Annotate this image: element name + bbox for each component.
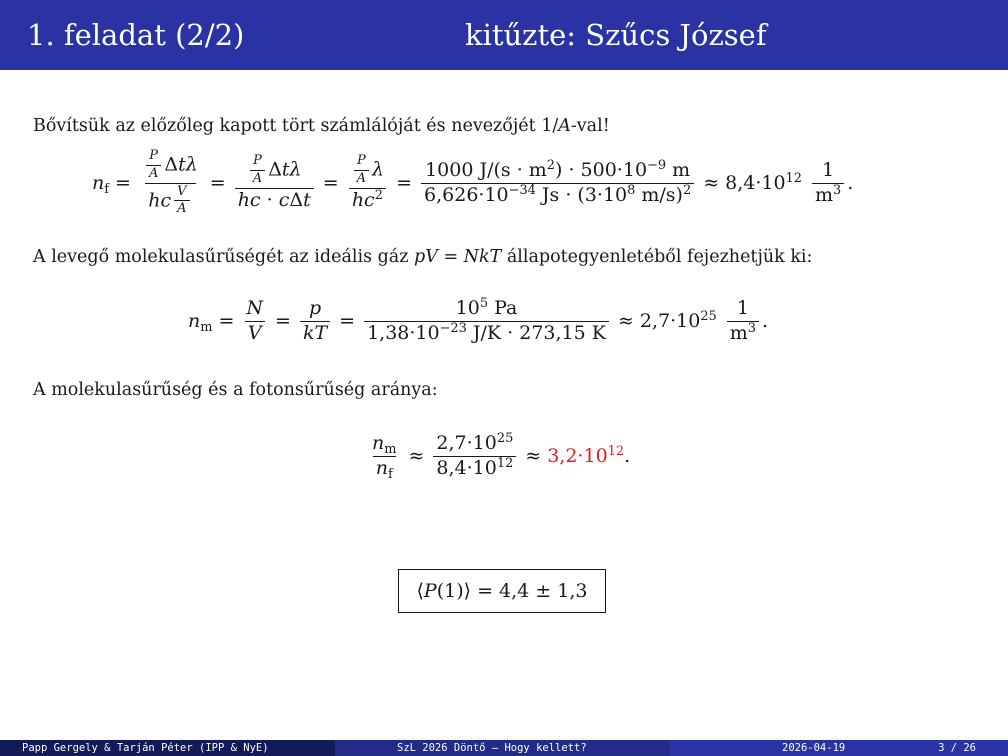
eq2-n-over-v: $\frac{N}{V}$ xyxy=(246,296,264,344)
eq1-unit: $\frac{1}{m^3}$ xyxy=(812,160,844,207)
equation-ratio: $\frac{n_m}{n_f}$ ≈ $\frac{2,7\cdot 10^{25}}{8,4\cdot 10^{12}}$ ≈ $3,2\cdot 10^{12}$ . xyxy=(366,424,630,488)
eq1-result: $8,4\cdot 10^{12}$ xyxy=(725,170,802,194)
eq1-term2: $\frac{P}{A}$ Δtλ hc · cΔt xyxy=(235,154,314,212)
eq1-numeric: $\frac{1000 J/(s \cdot m^2) \cdot 500\cdot 10^{-9} m}{6,626\cdot 10^{-34} Js \cdot (3\cdot 10^8 m/s)^2}$ xyxy=(421,160,694,207)
eq2-lhs: $n_m$ xyxy=(188,310,213,335)
equation-photon-density: $n_f$ = $\frac{P}{A}$ Δtλ hc $\frac{V}{A}$ = $\frac{P}{A}$ Δtλ hc · cΔt = $\frac{P}{A}$ λ $hc^2$ = $\frac{1000 J/(s \cdot m^2) \cdot 500\cdot 10^{-9} m}{6,626\cdot 10^{-34} Js \cdot (3\cdot 10^8 m/s)^2}$ ≈ $8,4\cdot 10^{12}$ $\frac{1}{m^3}$ . xyxy=(92,147,854,217)
slide-header xyxy=(0,0,1008,70)
eq2-p-over-kt: $\frac{p}{kT}$ xyxy=(300,298,330,345)
footer-event: SzL 2026 Döntő – Hogy kellett? xyxy=(335,740,670,756)
eq2-result: $2,7\cdot 10^{25}$ xyxy=(639,308,717,332)
paragraph-1: Bővítsük az előzőleg kapott tört számlálóját és nevezőjét 1/A-val! xyxy=(33,116,610,136)
eq3-numeric: $\frac{2,7\cdot 10^{25}}{8,4\cdot 10^{12}}$ xyxy=(433,433,516,480)
footer-right xyxy=(670,740,1008,756)
boxed-result: ⟨ P (1)⟩ = 4,4 ± 1,3 xyxy=(398,569,606,613)
footer-page: 3 / 26 xyxy=(938,742,976,754)
slide-footer xyxy=(0,740,1008,756)
eq2-unit: $\frac{1}{m^3}$ xyxy=(727,298,759,345)
footer-date: 2026-04-19 xyxy=(782,742,846,754)
eq1-term3: $\frac{P}{A}$ λ $hc^2$ xyxy=(348,154,387,212)
footer-authors: Papp Gergely & Tarján Péter (IPP & NyE) xyxy=(0,740,335,756)
paragraph-3: A molekulasűrűség és a fotonsűrűség aránya: xyxy=(33,380,438,400)
equation-molecule-density: $n_m$ = $\frac{N}{V}$ = $\frac{p}{kT}$ = $\frac{10^5 Pa}{1,38\cdot 10^{-23} J/K \cdot 273,15 K}$ ≈ $2,7\cdot 10^{25}$ $\frac{1}{m^3}$ . xyxy=(188,295,769,344)
eq2-numeric: $\frac{10^5 Pa}{1,38\cdot 10^{-23} J/K \cdot 273,15 K}$ xyxy=(364,298,609,345)
paragraph-2: A levegő molekulasűrűségét az ideális gáz pV = NkT állapotegyenletéből fejezhetjük ki: xyxy=(33,247,813,267)
slide-author: kitűzte: Szűcs József xyxy=(465,18,767,52)
eq1-term1: $\frac{P}{A}$ Δtλ hc $\frac{V}{A}$ xyxy=(140,149,201,218)
slide-title: 1. feladat (2/2) xyxy=(27,18,245,52)
eq3-lhs: $\frac{n_m}{n_f}$ xyxy=(372,431,397,482)
eq3-result: $3,2\cdot 10^{12}$ xyxy=(547,443,625,467)
eq1-lhs: $n_f$ xyxy=(92,172,110,197)
